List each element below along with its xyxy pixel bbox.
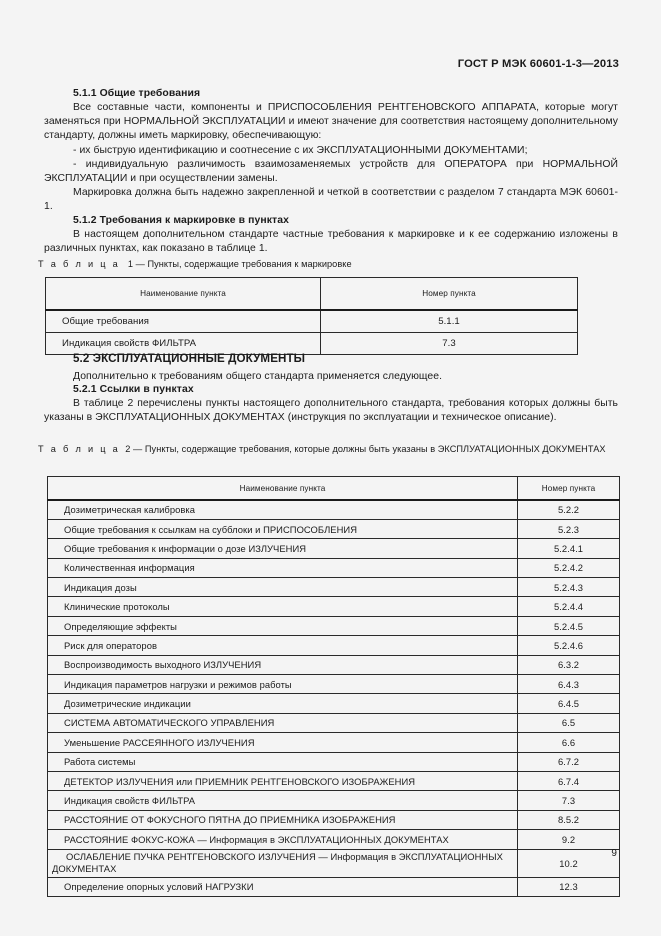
table-2-cell-name xyxy=(48,849,518,877)
table-2-cell-number: 5.2.3 xyxy=(518,519,620,538)
table-2-cell-name: Индикация параметров нагрузки и режимов работы xyxy=(48,675,518,694)
table-1-cell-number: 7.3 xyxy=(321,332,578,354)
table-2-cell-number: 5.2.4.1 xyxy=(518,539,620,558)
list-item xyxy=(44,144,618,158)
requirements-list xyxy=(44,144,618,187)
list-item-text: - индивидуальную различимость взаимозаменяемых устройств для ОПЕРАТОРА при НОРМАЛЬНОЙ ЭКСПЛУАТАЦИИ и при осуществлении замены. xyxy=(44,158,618,185)
table-2-cell-number: 6.4.3 xyxy=(518,675,620,694)
heading-5-2-1: 5.2.1 Ссылки в пунктах xyxy=(73,384,194,396)
table-2-cell-number: 5.2.4.2 xyxy=(518,558,620,577)
paragraph-5-1-1-intro: Все составные части, компоненты и ПРИСПОСОБЛЕНИЯ РЕНТГЕНОВСКОГО АППАРАТА, которые могут заменяться при НОРМАЛЬНОЙ ЭКСПЛУАТАЦИИ и имеют значение для соответствия настоящему дополнительному стандарту, должны иметь маркировку, обеспечивающую: xyxy=(44,102,618,142)
table-2-column-header-number: Номер пункта xyxy=(518,477,620,501)
table-1-container xyxy=(45,277,578,355)
table-2-cell-number: 6.5 xyxy=(518,713,620,732)
paragraph-marking-durability: Маркировка должна быть надежно закрепленной и четкой в соответствии с разделом 7 стандарта МЭК 60601-1. xyxy=(44,187,618,213)
table-1-head xyxy=(46,278,578,311)
table-2-cell-name: Определяющие эффекты xyxy=(48,616,518,635)
heading-5-2: 5.2 ЭКСПЛУАТАЦИОННЫЕ ДОКУМЕНТЫ xyxy=(73,352,306,365)
table-row xyxy=(48,713,620,732)
table-row xyxy=(46,332,578,354)
page-number: 9 xyxy=(611,848,617,859)
table-2-caption-text xyxy=(38,443,618,456)
table-2-cell-name: ДЕТЕКТОР ИЗЛУЧЕНИЯ или ПРИЕМНИК РЕНТГЕНОВСКОГО ИЗОБРАЖЕНИЯ xyxy=(48,771,518,790)
table-1-cell-name: Индикация свойств ФИЛЬТРА xyxy=(46,332,321,354)
paragraph-5-1-2-intro: В настоящем дополнительном стандарте частные требования к маркировке и к ее содержанию изложены в различных пунктах, как показано в таблице 1. xyxy=(44,228,618,254)
table-2-cell-number: 5.2.4.5 xyxy=(518,616,620,635)
table-row xyxy=(48,791,620,810)
table-2-container xyxy=(47,476,620,897)
document-body-section-52 xyxy=(44,352,618,426)
table-header-row xyxy=(48,477,620,501)
table-2-cell-name: Общие требования к ссылкам на субблоки и ПРИСПОСОБЛЕНИЯ xyxy=(48,519,518,538)
paragraph-5-2-intro: Дополнительно к требованиям общего стандарта применяется следующее. xyxy=(73,371,443,382)
table-2-cell-name: Воспроизводимость выходного ИЗЛУЧЕНИЯ xyxy=(48,655,518,674)
table-2-cell-name: РАССТОЯНИЕ ФОКУС-КОЖА — Информация в ЭКСПЛУАТАЦИОННЫХ ДОКУМЕНТАХ xyxy=(48,830,518,849)
table-2-cell-number: 5.2.2 xyxy=(518,500,620,519)
table-2-cell-name: Общие требования к информации о дозе ИЗЛУЧЕНИЯ xyxy=(48,539,518,558)
table-2-cell-number: 5.2.4.3 xyxy=(518,578,620,597)
table-1-column-header-number: Номер пункта xyxy=(321,278,578,311)
document-standard-header: ГОСТ Р МЭК 60601-1-3—2013 xyxy=(457,58,619,70)
table-2-cell-number: 6.7.4 xyxy=(518,771,620,790)
list-item-text: - их быструю идентификацию и соотнесение с их ЭКСПЛУАТАЦИОННЫМИ ДОКУМЕНТАМИ; xyxy=(73,144,528,156)
table-2-cell-name: Дозиметрическая калибровка xyxy=(48,500,518,519)
table-row xyxy=(48,771,620,790)
table-2-cell-number: 6.6 xyxy=(518,733,620,752)
table-1-cell-number: 5.1.1 xyxy=(321,310,578,332)
table-2-column-header-name: Наименование пункта xyxy=(48,477,518,501)
table-row xyxy=(48,849,620,877)
table-2-body xyxy=(48,500,620,897)
table-1-column-header-name: Наименование пункта xyxy=(46,278,321,311)
table-row xyxy=(48,636,620,655)
table-row xyxy=(48,558,620,577)
table-2-cell-name: Определение опорных условий НАГРУЗКИ xyxy=(48,877,518,896)
table-caption-label: Т а б л и ц а xyxy=(38,259,121,269)
table-1-body xyxy=(46,310,578,354)
table-row xyxy=(48,694,620,713)
table-2-cell-number: 7.3 xyxy=(518,791,620,810)
table-2-cell-number: 6.4.5 xyxy=(518,694,620,713)
table-caption-body: 1 — Пункты, содержащие требования к маркировке xyxy=(127,259,352,269)
table-row xyxy=(48,810,620,829)
table-2-cell-number: 12.3 xyxy=(518,877,620,896)
table-caption-body: 2 — Пункты, содержащие требования, которые должны быть указаны в ЭКСПЛУАТАЦИОННЫХ ДОКУМЕНТАХ xyxy=(125,444,606,454)
heading-5-1-2: 5.1.2 Требования к маркировке в пунктах xyxy=(73,214,289,226)
table-2-caption xyxy=(38,443,618,456)
table-2-cell-name: Дозиметрические индикации xyxy=(48,694,518,713)
table-row xyxy=(48,733,620,752)
table-2-head xyxy=(48,477,620,501)
table-1 xyxy=(45,277,578,355)
table-2-cell-number: 5.2.4.6 xyxy=(518,636,620,655)
table-header-row xyxy=(46,278,578,311)
table-2-cell-number: 6.7.2 xyxy=(518,752,620,771)
table-row xyxy=(46,310,578,332)
table-row xyxy=(48,752,620,771)
heading-5-1-1: 5.1.1 Общие требования xyxy=(73,88,201,99)
table-row xyxy=(48,830,620,849)
table-2-cell-name: Риск для операторов xyxy=(48,636,518,655)
table-row xyxy=(48,616,620,635)
table-row xyxy=(48,578,620,597)
table-2-cell-name: РАССТОЯНИЕ ОТ ФОКУСНОГО ПЯТНА ДО ПРИЕМНИКА ИЗОБРАЖЕНИЯ xyxy=(48,810,518,829)
table-2-cell-number: 10.2 xyxy=(518,849,620,877)
table-2-cell-number: 6.3.2 xyxy=(518,655,620,674)
table-row xyxy=(48,655,620,674)
table-2-cell-name: Индикация свойств ФИЛЬТРА xyxy=(48,791,518,810)
table-2-cell-number: 8.5.2 xyxy=(518,810,620,829)
table-2-cell-name: Работа системы xyxy=(48,752,518,771)
table-2-cell-number: 9.2 xyxy=(518,830,620,849)
table-1-cell-name: Общие требования xyxy=(46,310,321,332)
table-2-cell-name: Уменьшение РАССЕЯННОГО ИЗЛУЧЕНИЯ xyxy=(48,733,518,752)
table-2-cell-name: Индикация дозы xyxy=(48,578,518,597)
table-2-cell-name: Количественная информация xyxy=(48,558,518,577)
table-row xyxy=(48,539,620,558)
document-body xyxy=(44,88,618,256)
table-2-cell-number: 5.2.4.4 xyxy=(518,597,620,616)
paragraph-5-2-1-intro: В таблице 2 перечислены пункты настоящего дополнительного стандарта, требования которых должны быть указаны в ЭКСПЛУАТАЦИОННЫХ ДОКУМЕНТАХ (инструкция по эксплуатации и техническое описание). xyxy=(44,398,618,424)
list-item xyxy=(44,158,618,186)
table-row xyxy=(48,500,620,519)
table-row xyxy=(48,675,620,694)
table-row xyxy=(48,877,620,896)
table-1-caption-text xyxy=(38,258,598,271)
table-2 xyxy=(47,476,620,897)
table-caption-label: Т а б л и ц а xyxy=(38,444,121,454)
table-2-cell-name: Клинические протоколы xyxy=(48,597,518,616)
table-row xyxy=(48,519,620,538)
table-row xyxy=(48,597,620,616)
cell-text: ОСЛАБЛЕНИЕ ПУЧКА РЕНТГЕНОВСКОГО ИЗЛУЧЕНИЯ — Информация в ЭКСПЛУАТАЦИОННЫХ ДОКУМЕНТАХ xyxy=(52,850,503,875)
table-2-cell-name: СИСТЕМА АВТОМАТИЧЕСКОГО УПРАВЛЕНИЯ xyxy=(48,713,518,732)
table-1-caption xyxy=(38,258,598,271)
